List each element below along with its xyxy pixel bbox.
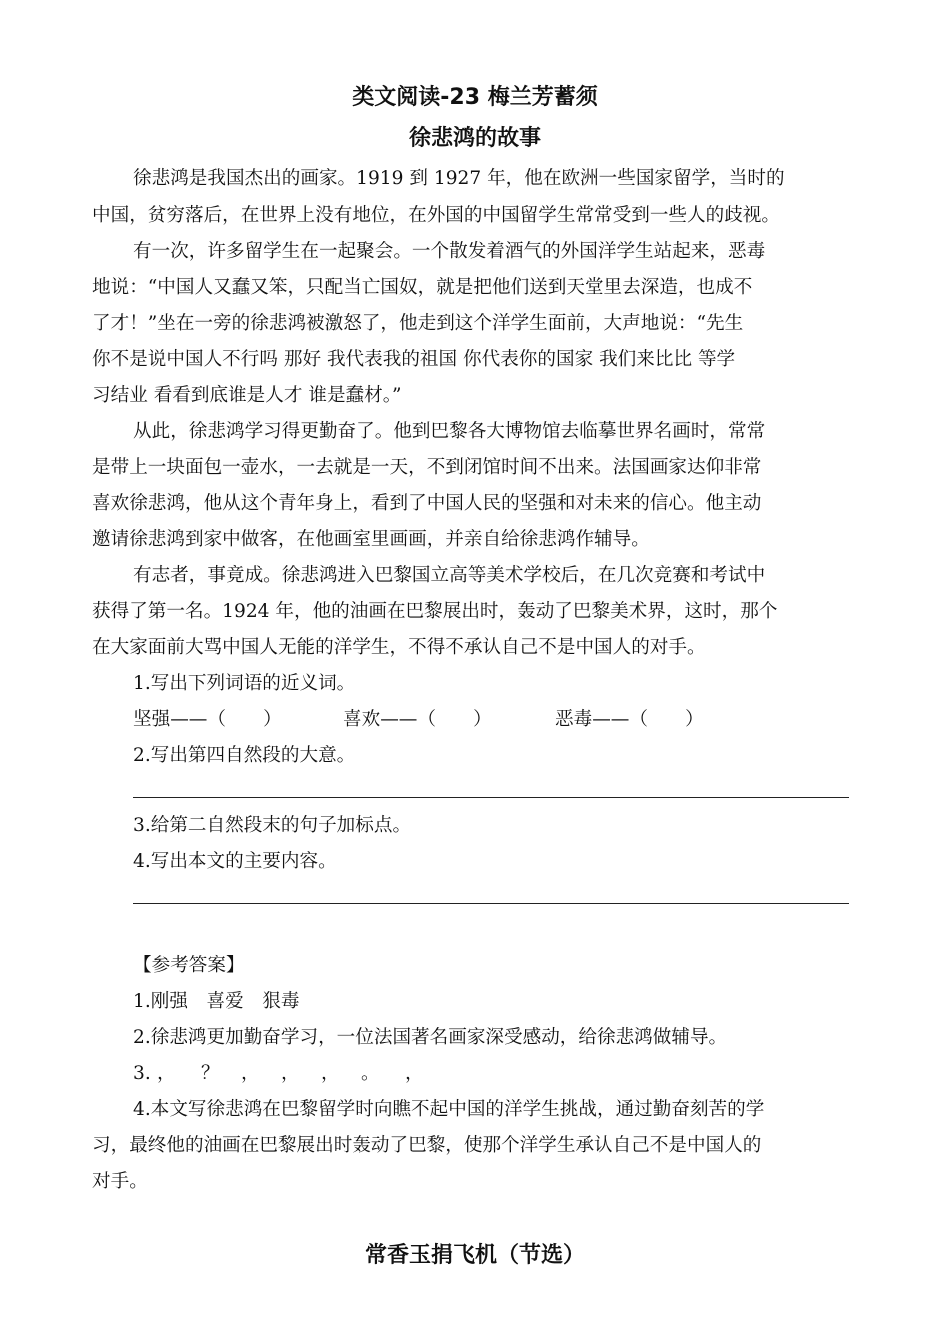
punctuation-mark: ，: [241, 1063, 260, 1084]
punctuation-mark: ，: [405, 1063, 424, 1084]
answer-4: 对手。: [92, 1171, 148, 1192]
answer-4: 4.本文写徐悲鸿在巴黎留学时向瞧不起中国的洋学生挑战，通过勤奋刻苦的学: [133, 1099, 765, 1120]
story-line: 习结业 看看到底谁是人才 谁是蠢材。”: [92, 385, 402, 406]
story-line: 在大家面前大骂中国人无能的洋学生，不得不承认自己不是中国人的对手。: [92, 637, 706, 658]
question-1: 1.写出下列词语的近义词。: [133, 673, 356, 694]
punctuation-mark: ，: [281, 1063, 300, 1084]
story-line: 从此，徐悲鸿学习得更勤奋了。他到巴黎各大博物馆去临摹世界名画时，常常: [133, 421, 766, 442]
punctuation-mark: 。: [361, 1063, 380, 1084]
story-line: 有一次，许多留学生在一起聚会。一个散发着酒气的外国洋学生站起来，恶毒: [133, 241, 766, 262]
question-3: 3.给第二自然段末的句子加标点。: [133, 815, 412, 836]
story-line: 喜欢徐悲鸿，他从这个青年身上，看到了中国人民的坚强和对未来的信心。他主动: [92, 493, 762, 514]
punctuation-mark: ，: [157, 1063, 176, 1084]
question-2: 2.写出第四自然段的大意。: [133, 745, 356, 766]
story-line: 徐悲鸿是我国杰出的画家。1919 到 1927 年，他在欧洲一些国家留学，当时的: [133, 168, 785, 189]
answer-line-2[interactable]: [133, 797, 849, 798]
story-line: 有志者，事竟成。徐悲鸿进入巴黎国立高等美术学校后，在几次竞赛和考试中: [133, 565, 766, 586]
punctuation-mark: ，: [321, 1063, 340, 1084]
story-line: 邀请徐悲鸿到家中做客，在他画室里画画，并亲自给徐悲鸿作辅导。: [92, 529, 650, 550]
story-title: 徐悲鸿的故事: [408, 126, 541, 151]
answer-1: 1.刚强 喜爱 狠毒: [133, 991, 300, 1012]
answer-line-4[interactable]: [133, 903, 849, 904]
answer-2: 2.徐悲鸿更加勤奋学习，一位法国著名画家深受感动，给徐悲鸿做辅导。: [133, 1027, 728, 1048]
question-4: 4.写出本文的主要内容。: [133, 851, 337, 872]
answer-4: 习，最终他的油画在巴黎展出时轰动了巴黎，使那个洋学生承认自己不是中国人的: [92, 1135, 762, 1156]
synonym-blank-3[interactable]: 恶毒——（ ）: [555, 709, 704, 730]
answer-3-label: 3.: [133, 1063, 151, 1084]
story-line: 是带上一块面包一壶水，一去就是一天，不到闭馆时间不出来。法国画家达仰非常: [92, 457, 762, 478]
story-line: 了才！”坐在一旁的徐悲鸿被激怒了，他走到这个洋学生面前，大声地说：“先生: [92, 313, 744, 334]
question-1-items: [133, 702, 704, 738]
punctuation-mark: ？: [201, 1063, 220, 1084]
next-story-title: 常香玉捐飞机（节选）: [364, 1243, 585, 1268]
document-title: 类文阅读-23 梅兰芳蓄须: [352, 85, 598, 110]
synonym-blank-2[interactable]: 喜欢——（ ）: [343, 709, 492, 730]
story-line: 你不是说中国人不行吗 那好 我代表我的祖国 你代表你的国家 我们来比比 等学: [92, 349, 736, 370]
story-line: 获得了第一名。1924 年，他的油画在巴黎展出时，轰动了巴黎美术界，这时，那个: [92, 601, 778, 622]
answer-3: [133, 1056, 424, 1092]
answer-heading: 【参考答案】: [133, 955, 245, 976]
story-line: 中国，贫穷落后，在世界上没有地位，在外国的中国留学生常常受到一些人的歧视。: [92, 205, 780, 226]
story-line: 地说：“中国人又蠢又笨，只配当亡国奴，就是把他们送到天堂里去深造，也成不: [92, 277, 753, 298]
synonym-blank-1[interactable]: 坚强——（ ）: [133, 709, 282, 730]
